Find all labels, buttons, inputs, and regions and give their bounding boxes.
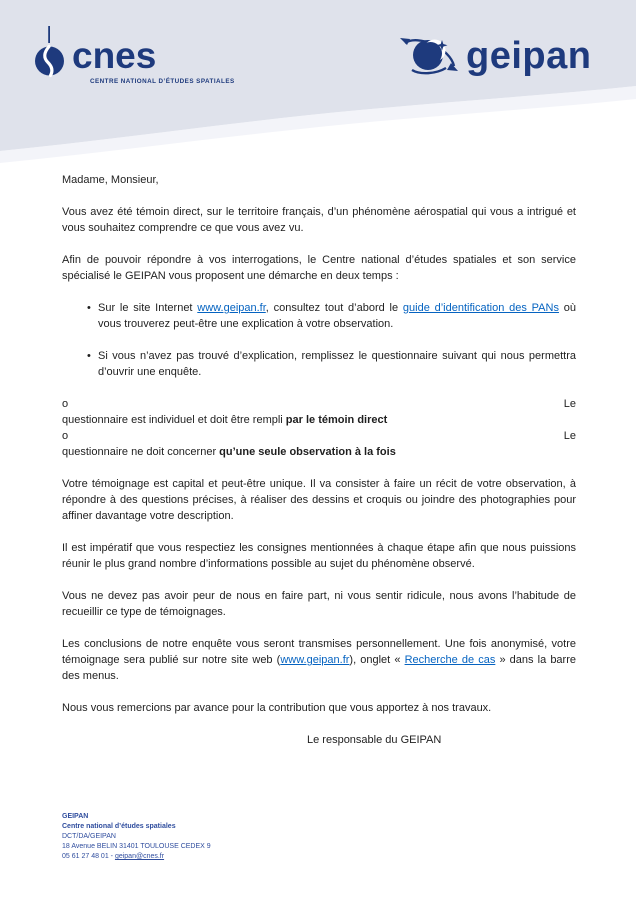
- rule-2-lead-word: Le: [563, 430, 576, 442]
- footer-email-link[interactable]: geipan@cnes.fr: [114, 853, 165, 860]
- geipan-planet-icon: [398, 26, 460, 82]
- paragraph-intro: Vous avez été témoin direct, sur le territoire français, d’un phénomène aérospatial qui vous a intrigué et vous souhaitez comprendre ce que vous avez vu.: [62, 206, 576, 234]
- bullet2-text: Si vous n’avez pas trouvé d’explication, remplissez le questionnaire suivant qui nous permettra d’ouvrir une enquête.: [98, 350, 576, 378]
- para6-post: » dans la barre des menus.: [62, 654, 576, 682]
- rule-1-bold: par le témoin direct: [285, 414, 388, 426]
- bullet-marker: •: [87, 302, 91, 314]
- cnes-logo: [34, 24, 235, 85]
- cnes-sphere-icon: [34, 24, 66, 80]
- recherche-de-cas-link[interactable]: Recherche de cas: [404, 654, 496, 666]
- rule-1-lead-word: Le: [563, 398, 576, 410]
- rule-1-text: questionnaire est individuel et doit être rempli par le témoin direct: [62, 414, 388, 426]
- geipan-wordmark: geipan: [466, 35, 592, 77]
- footer-org: GEIPAN: [62, 813, 89, 820]
- bullet-item-site: [62, 300, 576, 332]
- geipan-website-link-2[interactable]: www.geipan.fr: [280, 654, 350, 666]
- letter-body: [62, 172, 576, 862]
- rule-1-lead: [62, 396, 576, 412]
- footer-org-full: Centre national d’études spatiales: [62, 823, 176, 830]
- paragraph-peur: Vous ne devez pas avoir peur de nous en faire part, ni vous sentir ridicule, nous avons l’habitude de recueillir ce type de témoignages.: [62, 590, 576, 618]
- rule-2-lead: [62, 428, 576, 444]
- questionnaire-rules: [62, 396, 576, 460]
- footer-contact-block: [62, 812, 576, 862]
- bullet-marker: •: [87, 350, 91, 362]
- paragraph-consignes: Il est impératif que vous respectiez les consignes mentionnées à chaque étape afin que nous puissions réunir le plus grand nombre d’informations possible au sujet du phénomène observé.: [62, 542, 576, 570]
- bullet1-text-pre: Sur le site Internet: [98, 302, 198, 314]
- bullet1-text-mid: , consultez tout d’abord le: [265, 302, 403, 314]
- o-marker: o: [62, 430, 69, 442]
- salutation: Madame, Monsieur,: [62, 174, 159, 186]
- footer-address: 18 Avenue BELIN 31401 TOULOUSE CEDEX 9: [62, 843, 211, 850]
- footer-phone-line: 05 61 27 48 01 - geipan@cnes.fr: [62, 853, 165, 860]
- cnes-subtitle: CENTRE NATIONAL D’ÉTUDES SPATIALES: [90, 78, 235, 85]
- signature: Le responsable du GEIPAN: [307, 734, 442, 746]
- paragraph-remerciements: Nous vous remercions par avance pour la contribution que vous apportez à nos travaux.: [62, 702, 492, 714]
- bullet1-text-post: où vous trouverez peut-être une explication à votre observation.: [98, 302, 577, 330]
- para6-mid: ), onglet «: [349, 654, 405, 666]
- rule-2-text: questionnaire ne doit concerner qu’une seule observation à la fois: [62, 446, 396, 458]
- cnes-wordmark: cnes: [72, 35, 157, 76]
- o-marker: o: [62, 398, 69, 410]
- paragraph-conclusions: [62, 636, 576, 684]
- guide-identification-link[interactable]: guide d’identification des PANs: [402, 302, 559, 314]
- paragraph-demarche: Afin de pouvoir répondre à vos interrogations, le Centre national d’études spatiales et son service spécialisé le GEIPAN vous proposent une démarche en deux temps :: [62, 254, 576, 282]
- paragraph-temoignage: Votre témoignage est capital et peut-être unique. Il va consister à faire un récit de votre observation, à répondre à des questions précises, à réaliser des dessins et croquis ou joindre des photographies pour affiner davantage votre description.: [62, 478, 576, 522]
- geipan-website-link[interactable]: www.geipan.fr: [197, 302, 266, 314]
- bullet-item-questionnaire: [62, 348, 576, 380]
- rule-2-bold: qu’une seule observation à la fois: [219, 446, 396, 458]
- geipan-logo: [398, 26, 591, 82]
- footer-dept: DCT/DA/GEIPAN: [62, 833, 116, 840]
- para6-pre: Les conclusions de notre enquête vous seront transmises personnellement. Une fois anonymisé, votre témoignage sera publié sur notre site web (: [62, 638, 576, 666]
- header: [0, 0, 636, 160]
